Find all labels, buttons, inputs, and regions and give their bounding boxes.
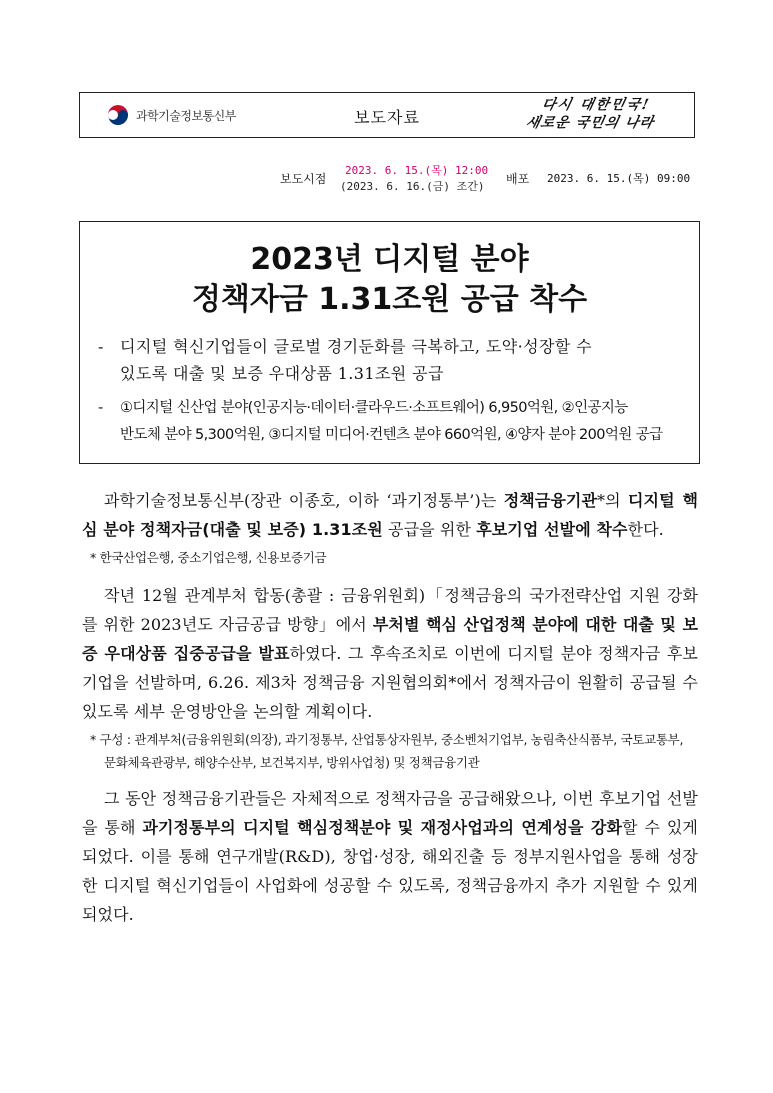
slogan-line-2: 새로운 국민의 나라 — [524, 115, 656, 131]
summary-points — [98, 333, 689, 457]
summary-dash: - — [98, 400, 103, 416]
document-header — [79, 92, 695, 138]
bold-run: 과기정통부의 디지털 핵심정책분야 및 재정사업과의 연계성을 강화 — [142, 818, 623, 837]
release-info — [0, 160, 773, 196]
bold-run: 디지털 핵심 분야 정책자금(대출 및 보증) 1.31조원 — [82, 491, 699, 539]
text-run: 공급을 위한 — [382, 520, 477, 539]
text-run: 할 수 있게 되었다. 이를 통해 연구개발(R&D), 창업·성장, 해외진출 등 정부지원사업을 통해 성장한 디지털 혁신기업들이 사업화에 성공할 수 있도록, 정책금융까지 추가 지원할 수 있게 되었다. — [82, 818, 698, 924]
summary-point — [98, 333, 689, 387]
release-time-label: 보도시점 — [280, 172, 327, 186]
embargo-time: (2023. 6. 16.(금) 조간) — [340, 180, 485, 193]
text-run: 작년 12월 관계부처 합동(총괄 : 금융위원회)「정책금융의 국가전략산업 지원 강화를 위한 2023년도 자금공급 방향」에서 — [82, 586, 698, 634]
summary-line: ①디지털 신산업 분야(인공지능·데이터·클라우드·소프트웨어) 6,950억원, ②인공지능 — [120, 400, 628, 416]
slogan-line-1: 다시 대한민국! — [540, 97, 652, 113]
body-paragraph — [82, 486, 698, 544]
distribution-label: 배포 — [506, 172, 530, 186]
summary-point — [98, 395, 689, 449]
headline — [80, 240, 699, 320]
headline-line-2: 정책자금 1.31조원 공급 착수 — [191, 282, 588, 317]
government-slogan — [516, 96, 674, 132]
headline-line-1: 2023년 디지털 분야 — [250, 242, 529, 277]
body-paragraph — [82, 784, 698, 929]
summary-dash: - — [98, 337, 104, 356]
release-time: 2023. 6. 15.(목) 12:00 — [345, 164, 489, 177]
summary-line: 반도체 분야 5,300억원, ③디지털 미디어·컨텐츠 분야 660억원, ④양자 분야 200억원 공급 — [120, 427, 663, 443]
document-type-title: 보도자료 — [354, 108, 420, 127]
bold-run: 부처별 핵심 산업정책 분야에 대한 대출 및 보증 우대상품 집중공급을 발표 — [82, 615, 698, 663]
text-run: 한다. — [627, 520, 664, 539]
headline-box — [79, 221, 700, 464]
text-run: 그 동안 정책금융기관들은 자체적으로 정책자금을 공급해왔으나, 이번 후보기업 선발을 통해 — [82, 789, 698, 837]
ministry-name: 과학기술정보통신부 — [136, 108, 236, 123]
bold-run: 정책금융기관 — [503, 491, 598, 510]
summary-line: 있도록 대출 및 보증 우대상품 1.31조원 공급 — [120, 364, 444, 383]
bold-run: 후보기업 선발에 착수 — [476, 520, 628, 539]
summary-line: 디지털 혁신기업들이 글로벌 경기둔화를 극복하고, 도약·성장할 수 — [120, 337, 592, 356]
text-run: 과학기술정보통신부(장관 이종호, 이하 ‘과기정통부’)는 — [104, 491, 504, 510]
footnote: * 구성 : 관계부처(금융위원회(의장), 과기정통부, 산업통상자원부, 중소벤처기업부, 농림축산식품부, 국토교통부, 문화체육관광부, 해양수산부, 보건복지부, 방위사업청) 및 정책금융기관 — [90, 732, 684, 770]
text-run: *의 — [597, 491, 628, 510]
document-body — [82, 486, 698, 929]
distribution-time: 2023. 6. 15.(목) 09:00 — [547, 172, 691, 185]
body-paragraph — [82, 581, 698, 726]
text-run: 하였다. 그 후속조치로 이번에 디지털 분야 정책자금 후보기업을 선발하며, 6.26. 제3차 정책금융 지원협의회*에서 정책자금이 원활히 공급될 수 있도록 세부 운영방안을 논의할 계획이다. — [82, 644, 698, 721]
footnote: * 한국산업은행, 중소기업은행, 신용보증기금 — [90, 550, 327, 565]
